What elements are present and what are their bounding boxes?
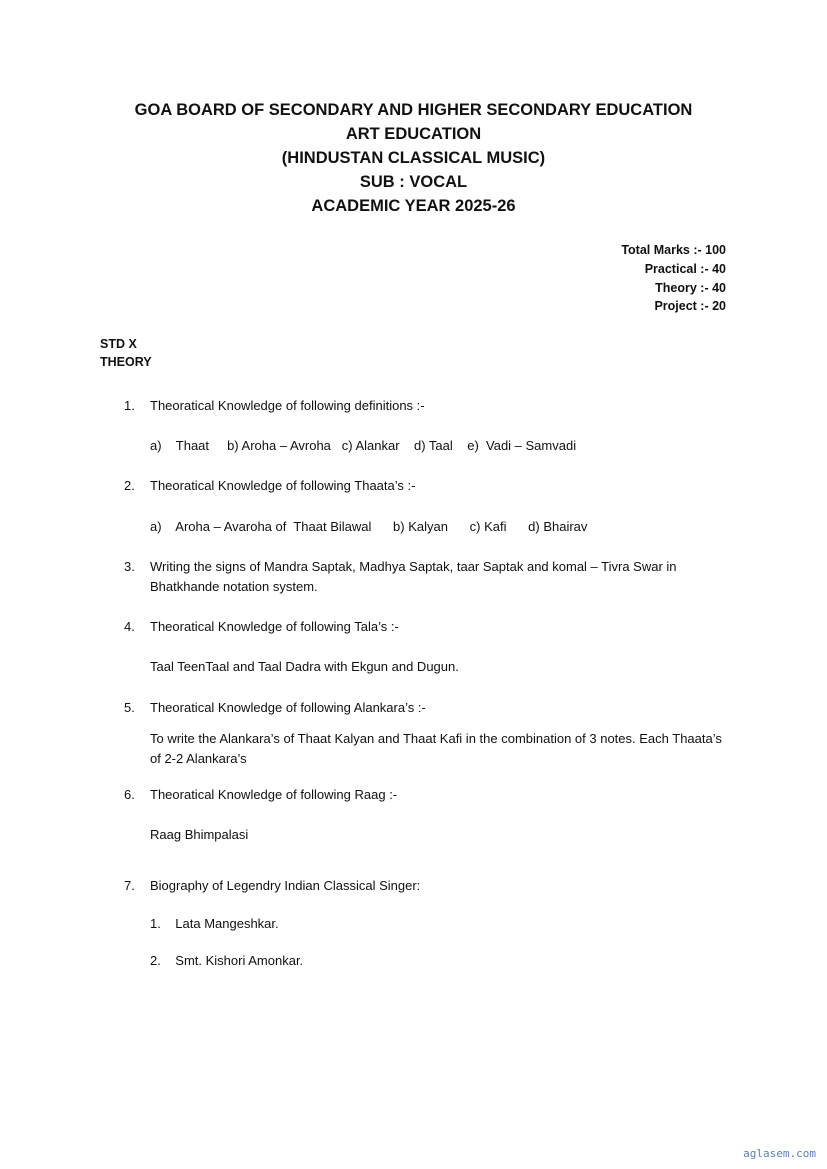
footer-watermark: aglasem.com (743, 1147, 816, 1160)
item-number: 2. (124, 478, 135, 493)
item-number: 4. (124, 619, 135, 634)
academic-year: ACADEMIC YEAR 2025-26 (311, 197, 516, 215)
item-title: Theoratical Knowledge of following Alankara’s :- (150, 700, 426, 715)
item-title: Theoratical Knowledge of following Thaata’s :- (150, 478, 416, 493)
item-detail: a) Aroha – Avaroha of Thaat Bilawal b) Kalyan c) Kafi d) Bhairav (150, 519, 588, 534)
item-detail: Taal TeenTaal and Taal Dadra with Ekgun and Dugun. (150, 659, 459, 674)
list-item: 2. Smt. Kishori Amonkar. (150, 953, 304, 968)
item-detail: a) Thaat b) Aroha – Avroha c) Alankar d) Taal e) Vadi – Samvadi (150, 438, 577, 453)
item-title: Biography of Legendry Indian Classical Singer: (150, 878, 421, 893)
item-detail: To write the Alankara’s of Thaat Kalyan and Thaat Kafi in the combination of 3 notes. Each Thaata’s of 2-2 Alankara’s (150, 731, 722, 766)
music-type: (HINDUSTAN CLASSICAL MUSIC) (281, 149, 546, 167)
item-title: Theoratical Knowledge of following Raag :- (150, 787, 398, 802)
item-number: 5. (124, 700, 135, 715)
std-label: STD X (100, 337, 137, 351)
subject-name: SUB : VOCAL (359, 173, 468, 191)
total-marks: Total Marks :- 100 (621, 243, 726, 257)
list-item: 1. Lata Mangeshkar. (150, 916, 279, 931)
board-title: GOA BOARD OF SECONDARY AND HIGHER SECONDARY EDUCATION (134, 101, 693, 119)
practical-marks: Practical :- 40 (644, 262, 726, 276)
item-title: Theoratical Knowledge of following Tala’s :- (150, 619, 399, 634)
item-title: Writing the signs of Mandra Saptak, Madhya Saptak, taar Saptak and komal – Tivra Swar in Bhatkhande notation system. (150, 559, 677, 594)
project-marks: Project :- 20 (654, 299, 726, 313)
theory-marks: Theory :- 40 (655, 281, 726, 295)
item-title: Theoratical Knowledge of following definitions :- (150, 398, 425, 413)
item-detail: Raag Bhimpalasi (150, 827, 249, 842)
section-label: THEORY (100, 355, 152, 369)
item-number: 1. (124, 398, 135, 413)
item-number: 7. (124, 878, 135, 893)
subject-area: ART EDUCATION (345, 125, 482, 143)
item-number: 3. (124, 559, 135, 574)
item-number: 6. (124, 787, 135, 802)
